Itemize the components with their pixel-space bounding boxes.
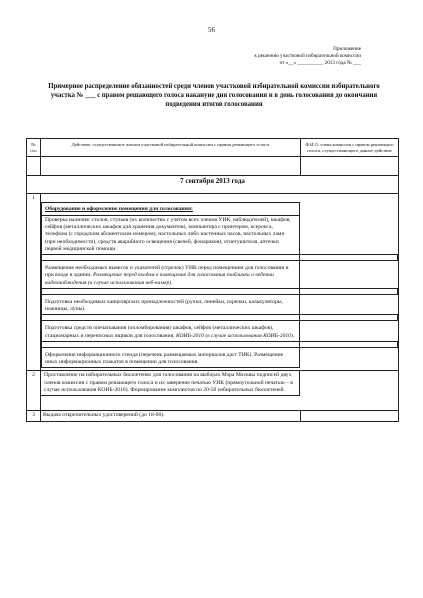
appendix-line-1: Приложение xyxy=(333,46,361,52)
spacer-row xyxy=(27,157,399,176)
subitem-4-plain: Подготовка средств опечатывания (опломбирования) шкафов, сейфов (металлических шкафов), стационарных и переносных ящиков для голосования, xyxy=(45,325,274,339)
header-num: № п/п xyxy=(27,139,41,157)
row-1-subtable xyxy=(41,194,398,368)
subitem-1 xyxy=(42,215,398,254)
row-2-content xyxy=(41,371,399,411)
appendix-block xyxy=(254,46,361,67)
row-1-heading: Оборудование и оформление помещения для голосования: xyxy=(42,203,300,215)
subitem-5 xyxy=(42,347,398,368)
subitem-2-plain: Размещение необходимых вывесок и указателей (стрелок) УИК перед помещением для голосования и при входе в здании. xyxy=(45,265,289,279)
date-row xyxy=(27,176,399,194)
subitem-4-text xyxy=(42,321,300,342)
subitem-5-text: Оформление информационного стенда (перечень размещаемых материалов даст ТИК). Размещение иных информационных плакатов в помещении для голосования. xyxy=(42,347,300,368)
header-person: Ф.И.О. члена комиссии с правом решающего голоса, осуществляющего данное действие xyxy=(301,139,399,157)
date-heading: 7 сентября 2013 года xyxy=(27,176,399,194)
row-1-number: 1 xyxy=(27,194,41,371)
table-row-1 xyxy=(27,194,399,371)
row-3-text: Выдача открепительных удостоверений (до 18-00). xyxy=(41,411,301,421)
table-row-3 xyxy=(27,411,399,421)
document-title: Примерное распределение обязанностей среди членов участковой избирательной комиссии избирательного участка № ___ с правом решающего голоса накануне дня голосования и в день голосования до окончания подведения итогов голосования xyxy=(48,83,380,109)
row-1-content xyxy=(41,194,399,371)
row-2-number: 2 xyxy=(27,371,41,411)
table-row-2 xyxy=(27,371,399,411)
subitem-4-italic: КОИБ-2010 (в случае использования КОИБ-2010) xyxy=(176,332,293,339)
subitem-4-end: . xyxy=(292,332,295,339)
duties-table xyxy=(26,138,399,422)
subitem-1-text: Проверка наличия: столов, стульев (их количество с учетом всех членов УИК, наблюдателей), шкафов, сейфов (металлических шкафов для хранения документов), компьютера с принтером, ксерокса, телефона (с городским абонентским номером), настольных либо настенных часов, настольных ламп (при необходимости), средств аварийного освещения (свечей, фонариков), огнетушителя, аптечки первой медицинской помощи. xyxy=(42,215,300,254)
subitem-heading xyxy=(42,203,398,215)
header-action: Действие, осуществляемое членом участковой избирательной комиссии с правом решающего голоса xyxy=(41,139,301,157)
subitem-2 xyxy=(42,261,398,289)
row-2-text: Проставление на избирательных бюллетенях для голосования на выборах Мэра Москвы подписей двух членов комиссии с правом решающего голоса и их заверение печатью УИК (прямоугольной печатью – в случае использования КОИБ-2010). Формирование комплектов по 20-50 избирательных бюллетеней. xyxy=(41,371,299,395)
table-header-row xyxy=(27,139,399,157)
subitem-3-text: Подготовка необходимых канцелярских принадлежностей (ручки, линейки, скрепки, калькуляторы, ножницы, лупы). xyxy=(42,294,300,315)
subitem-2-italic: Размещение перед входом в помещение для голосования таблички о ведении видеонаблюдения (в случае использования веб-камер). xyxy=(45,272,274,286)
appendix-line-3: от «__» __________ 2013 года № ___ xyxy=(279,60,361,67)
subitem-2-text xyxy=(42,261,300,289)
subitem-3 xyxy=(42,294,398,315)
row-3-number: 3 xyxy=(27,411,41,421)
subitem-4 xyxy=(42,321,398,342)
page-number: 56 xyxy=(208,26,215,34)
appendix-line-2: к решению участковой избирательной комиссии xyxy=(254,53,361,60)
